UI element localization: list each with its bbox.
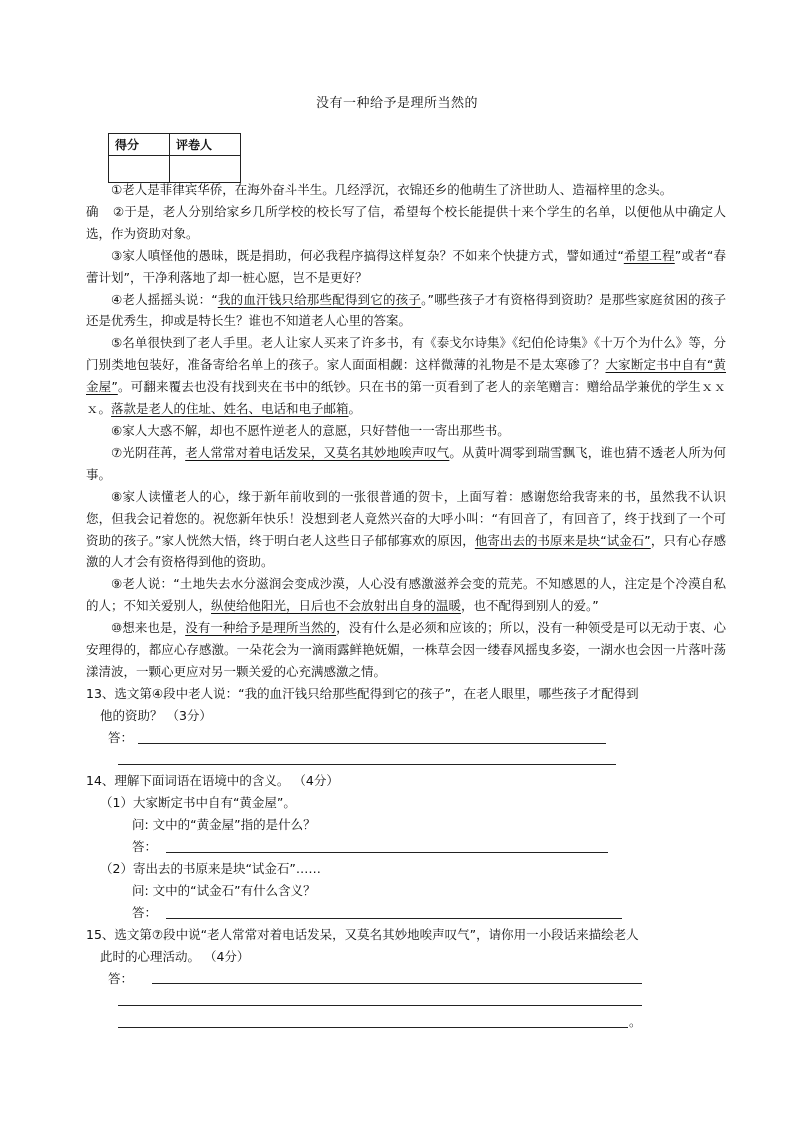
paragraph-4: ④老人摇摇头说：“我的血汗钱只给那些配得到它的孩子。”哪些孩子才有资格得到资助？是那些家庭贫困的孩子还是优秀生，抑或是特长生？谁也不知道老人心里的答案。 (86, 291, 726, 329)
underlined-text: 没有一种给予是理所当然的 (185, 620, 337, 636)
underlined-text: 希望工程 (623, 247, 675, 263)
underlined-text: 大家断定书中自有“黄金屋” (86, 357, 726, 395)
question-13: 13、选文第④段中老人说：“我的血汗钱只给那些配得到它的孩子”，在老人眼里，哪些孩子才配得到 (86, 685, 639, 701)
question-14-2-ask: 问: 文中的“试金石”有什么含义？ (132, 882, 316, 898)
question-13-cont: 他的资助？ （3分） (100, 707, 212, 723)
underlined-text: 落款是老人的住址、姓名、电话和电子邮箱 (111, 401, 349, 417)
question-14-1-ask: 问: 文中的“黄金屋”指的是什么？ (132, 817, 316, 833)
answer-15-line-1[interactable] (86, 968, 726, 990)
answer-label: 答： (132, 839, 158, 855)
paragraph-1: ①老人是菲律宾华侨，在海外奋斗半生。几经浮沉，衣锦还乡的他萌生了济世助人、造福梓里的念头。 (111, 182, 673, 197)
answer-15-line-2[interactable] (86, 989, 726, 1011)
paragraph-2: 确 ②于是，老人分别给家乡几所学校的校长写了信，希望每个校长能提供十来个学生的名单，以便他从中确定人选，作为资助对象。 (86, 203, 726, 241)
answer-label: 答： (132, 904, 158, 920)
score-table (108, 133, 241, 183)
paragraph-5: ⑤名单很快到了老人手里。老人让家人买来了许多书，有《泰戈尔诗集》《纪伯伦诗集》《十万个为什么》等，分门别类地包装好，准备寄给名单上的孩子。家人面面相觑：这样微薄的礼物是不是太寒碜了？大家断定书中自有“黄金屋”。可翻来覆去也没有找到夹在书中的纸钞。只在书的第一页看到了老人的亲笔赠言：赠给品学兼优的学生ｘｘｘ。落款是老人的住址、姓名、电话和电子邮箱。 (86, 335, 726, 417)
paragraph-3: ③家人嗔怪他的愚昧，既是捐助，何必我程序搞得这样复杂？不如来个快捷方式，譬如通过“希望工程”或者“春蕾计划”，干净利落地了却一桩心愿，岂不是更好？ (86, 247, 726, 285)
answer-14-1-line[interactable] (86, 836, 726, 858)
grader-header: 评卷人 (170, 134, 241, 156)
paragraph-8: ⑧家人读懂老人的心，缘于新年前收到的一张很普通的贺卡，上面写着：感谢您给我寄来的书，虽然我不认识您，但我会记着您的。祝您新年快乐！没想到老人竟然兴奋的大呼小叫：“有回音了，有回音了，终于找到了一个可资助的孩子。”家人恍然大悟，终于明白老人这些日子郁郁寡欢的原因，他寄出去的书原来是块“试金石”，只有心存感激的人才会有资格得到他的资助。 (86, 488, 726, 570)
stray-char: 确 (86, 203, 99, 219)
answer-label: 答： (108, 729, 134, 745)
answer-13-line-1[interactable] (86, 727, 726, 749)
score-header: 得分 (109, 134, 170, 156)
paragraph-6: ⑥家人大惑不解，却也不愿忤逆老人的意愿，只好替他一一寄出那些书。 (111, 422, 510, 438)
question-14-2: （2）寄出去的书原来是块“试金石”…… (100, 861, 321, 877)
answer-label: 答： (108, 970, 134, 986)
answer-15-line-3[interactable] (86, 1011, 726, 1033)
underlined-text: 纵使给他阳光，日后也不会放射出自身的温暖 (211, 598, 462, 614)
end-mark: 。 (629, 1014, 642, 1030)
paragraph-10: ⑩想来也是，没有一种给予是理所当然的，没有什么是必须和应该的；所以，没有一种领受是可以无动于衷、心安理得的，都应心存感激。一朵花会为一滴雨露鲜艳妩媚，一株草会因一缕春风摇曳多姿，一湖水也会因一片落叶荡漾清波，一颗心更应对另一颗关爱的心充满感激之情。 (86, 620, 726, 679)
question-14-1: （1）大家断定书中自有“黄金屋”。 (100, 795, 296, 811)
paragraph-7: ⑦光阴荏苒，老人常常对着电话发呆，又莫名其妙地唉声叹气。从黄叶凋零到瑞雪飘飞，谁也猜不透老人所为何事。 (86, 444, 726, 482)
passage-body (86, 179, 726, 1033)
question-14: 14、理解下面词语在语境中的含义。 （4分） (86, 773, 339, 789)
answer-14-2-line[interactable] (86, 902, 726, 924)
questions-section (86, 683, 726, 1033)
underlined-text: 老人常常对着电话发呆，又莫名其妙地唉声叹气 (185, 444, 450, 460)
question-15: 15、选文第⑦段中说“老人常常对着电话发呆，又莫名其妙地唉声叹气”，请你用一小段话来描绘老人 (86, 926, 639, 942)
underlined-text: 他寄出去的书原来是块“试金石” (474, 532, 651, 548)
page-title: 没有一种给予是理所当然的 (315, 96, 478, 111)
question-15-cont: 此时的心理活动。 （4分） (100, 948, 250, 964)
paragraph-9: ⑨老人说：“土地失去水分滋润会变成沙漠，人心没有感激滋养会变的荒芜。不知感恩的人，注定是个冷漠自私的人；不知关爱别人，纵使给他阳光，日后也不会放射出自身的温暖，也不配得到别人的爱。” (86, 576, 726, 614)
underlined-text: 我的血汗钱只给那些配得到它的孩子 (217, 291, 422, 307)
answer-13-line-2[interactable] (86, 749, 726, 771)
